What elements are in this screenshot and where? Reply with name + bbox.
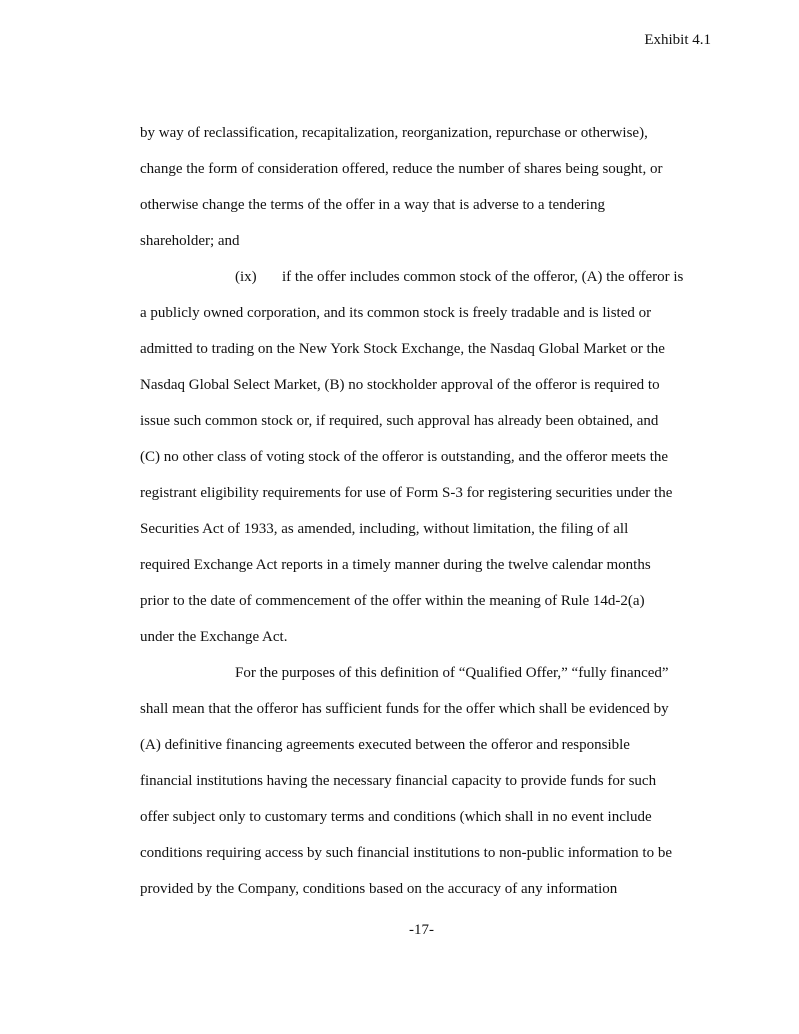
text-line: required Exchange Act reports in a timely manner during the twelve calendar months — [140, 557, 651, 573]
item-marker: (ix) — [235, 269, 257, 285]
paragraph-first-line: For the purposes of this definition of “Qualified Offer,” “fully financed” — [235, 665, 669, 681]
text-line: conditions requiring access by such financial institutions to non-public information to be — [140, 845, 672, 861]
item-line — [235, 267, 683, 287]
text-line: prior to the date of commencement of the offer within the meaning of Rule 14d-2(a) — [140, 593, 645, 609]
text-line: admitted to trading on the New York Stock Exchange, the Nasdaq Global Market or the — [140, 341, 665, 357]
exhibit-label: Exhibit 4.1 — [644, 32, 711, 48]
text-line: shall mean that the offeror has sufficient funds for the offer which shall be evidenced by — [140, 701, 669, 717]
item-text: if the offer includes common stock of the offeror, (A) the offeror is — [282, 269, 684, 285]
text-line: otherwise change the terms of the offer in a way that is adverse to a tendering — [140, 197, 605, 213]
text-line: registrant eligibility requirements for use of Form S-3 for registering securities under the — [140, 485, 673, 501]
text-line: by way of reclassification, recapitalization, reorganization, repurchase or otherwise), — [140, 125, 648, 141]
text-line: issue such common stock or, if required, such approval has already been obtained, and — [140, 413, 659, 429]
text-line: shareholder; and — [140, 233, 240, 249]
text-line: offer subject only to customary terms and conditions (which shall in no event include — [140, 809, 652, 825]
text-line: provided by the Company, conditions based on the accuracy of any information — [140, 881, 618, 897]
text-line: Nasdaq Global Select Market, (B) no stockholder approval of the offeror is required to — [140, 377, 660, 393]
text-line: (C) no other class of voting stock of the offeror is outstanding, and the offeror meets the — [140, 449, 669, 465]
text-line: change the form of consideration offered, reduce the number of shares being sought, or — [140, 161, 663, 177]
text-line: under the Exchange Act. — [140, 629, 288, 645]
text-line: a publicly owned corporation, and its common stock is freely tradable and is listed or — [140, 305, 652, 321]
text-line: (A) definitive financing agreements executed between the offeror and responsible — [140, 737, 630, 753]
page-number: -17- — [409, 922, 434, 938]
text-line: Securities Act of 1933, as amended, including, without limitation, the filing of all — [140, 521, 629, 537]
text-line: financial institutions having the necessary financial capacity to provide funds for such — [140, 773, 657, 789]
